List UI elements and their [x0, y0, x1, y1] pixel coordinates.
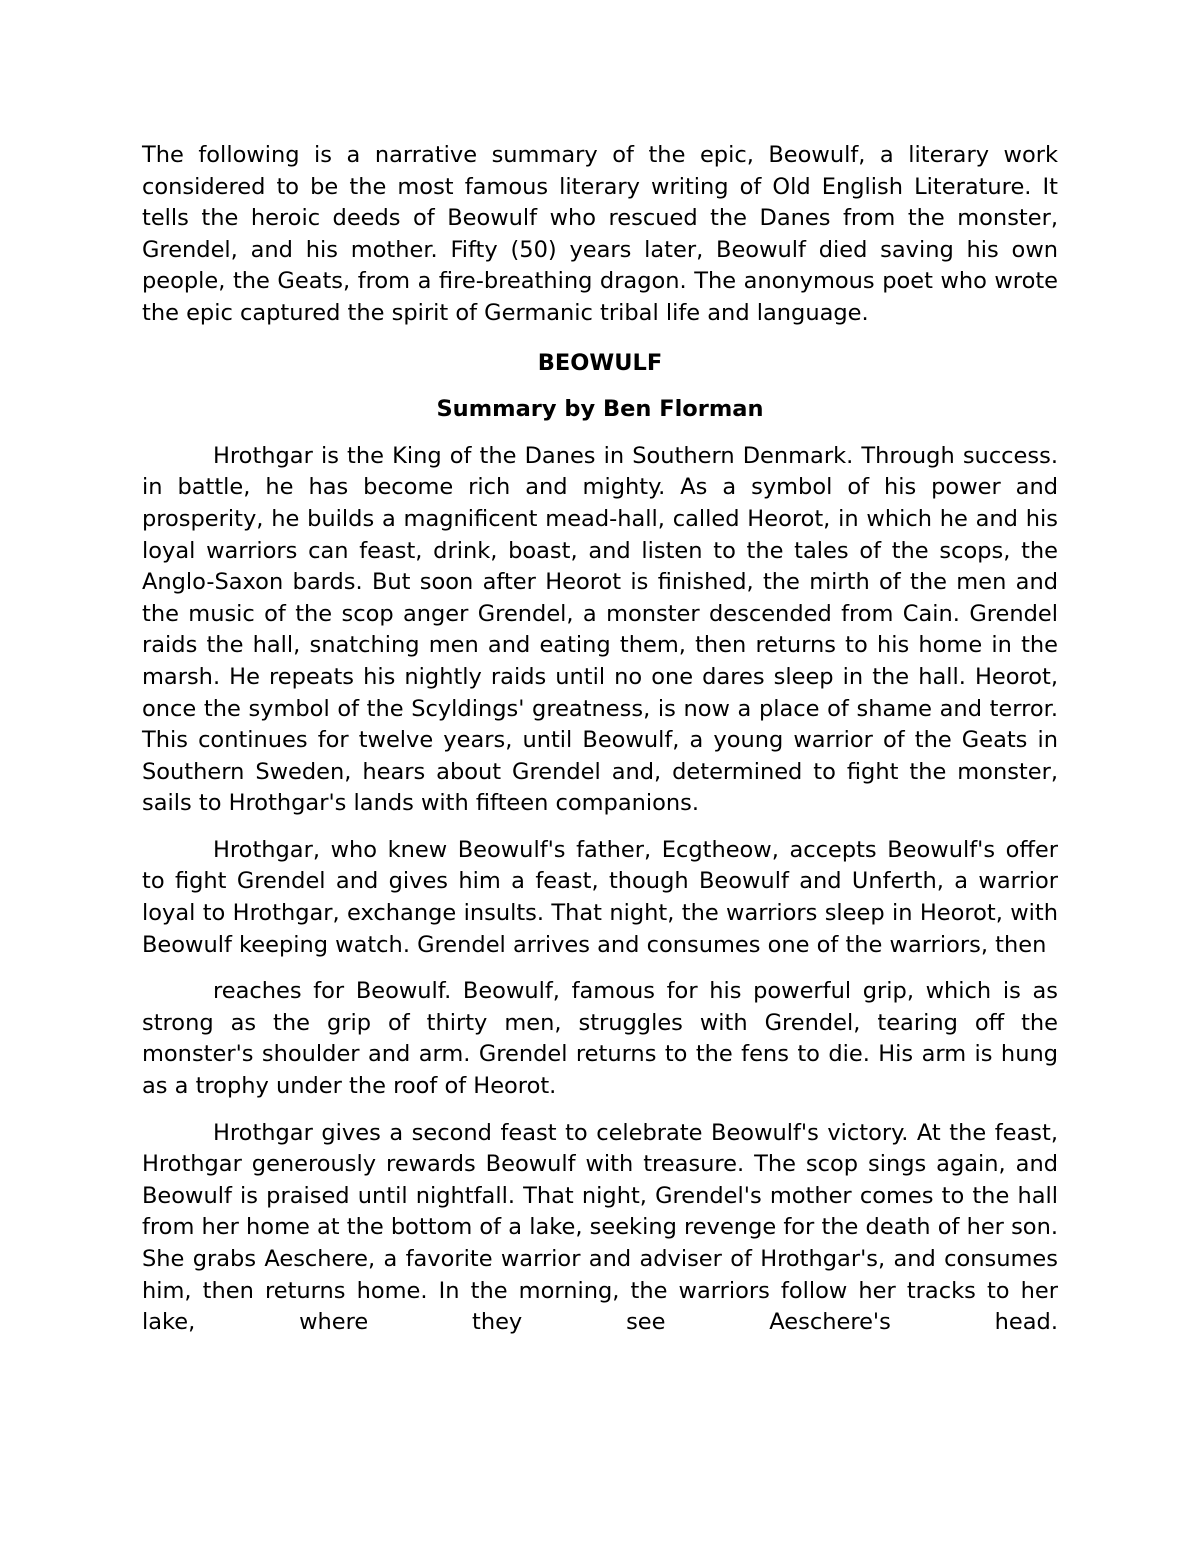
document-subtitle: Summary by Ben Florman [436, 396, 764, 423]
body-paragraph-4: Hrothgar gives a second feast to celebrate Beowulf's victory. At the feast, Hrothgar generously rewards Beowulf with treasure. The scop sings again, and Beowulf is praised until nightfall. That night, Grendel's mother comes to the hall from her home at the bottom of a lake, seeking revenge for the death of her son. She grabs Aeschere, a favorite warrior and adviser of Hrothgar's, and consumes him, then returns home. In the morning, the warriors follow her tracks to her lake, where they see Aeschere's head. [142, 1119, 1058, 1336]
intro-paragraph: The following is a narrative summary of the epic, Beowulf, a literary work considered to be the most famous literary writing of Old English Literature. It tells the heroic deeds of Beowulf who rescued the Danes from the monster, Grendel, and his mother. Fifty (50) years later, Beowulf died saving his own people, the Geats, from a fire-breathing dragon. The anonymous poet who wrote the epic captured the spirit of Germanic tribal life and language. [142, 142, 1058, 326]
body-paragraph-1: Hrothgar is the King of the Danes in Southern Denmark. Through success. in battle, he has become rich and mighty. As a symbol of his power and prosperity, he builds a magnificent mead-hall, called Heorot, in which he and his loyal warriors can feast, drink, boast, and listen to the tales of the scops, the Anglo-Saxon bards. But soon after Heorot is finished, the mirth of the men and the music of the scop anger Grendel, a monster descended from Cain. Grendel raids the hall, snatching men and eating them, then returns to his home in the marsh. He repeats his nightly raids until no one dares sleep in the hall. Heorot, once the symbol of the Scyldings' greatness, is now a place of shame and terror. This continues for twelve years, until Beowulf, a young warrior of the Geats in Southern Sweden, hears about Grendel and, determined to fight the monster, sails to Hrothgar's lands with fifteen companions. [142, 442, 1058, 817]
document-title: BEOWULF [537, 349, 663, 376]
document-body [142, 140, 1058, 1354]
body-paragraph-3: reaches for Beowulf. Beowulf, famous for his powerful grip, which is as strong as the grip of thirty men, struggles with Grendel, tearing off the monster's shoulder and arm. Grendel returns to the fens to die. His arm is hung as a trophy under the roof of Heorot. [142, 978, 1058, 1100]
body-paragraph-2: Hrothgar, who knew Beowulf's father, Ecgtheow, accepts Beowulf's offer to fight Grendel and gives him a feast, though Beowulf and Unferth, a warrior loyal to Hrothgar, exchange insults. That night, the warriors sleep in Heorot, with Beowulf keeping watch. Grendel arrives and consumes one of the warriors, then [142, 836, 1058, 958]
